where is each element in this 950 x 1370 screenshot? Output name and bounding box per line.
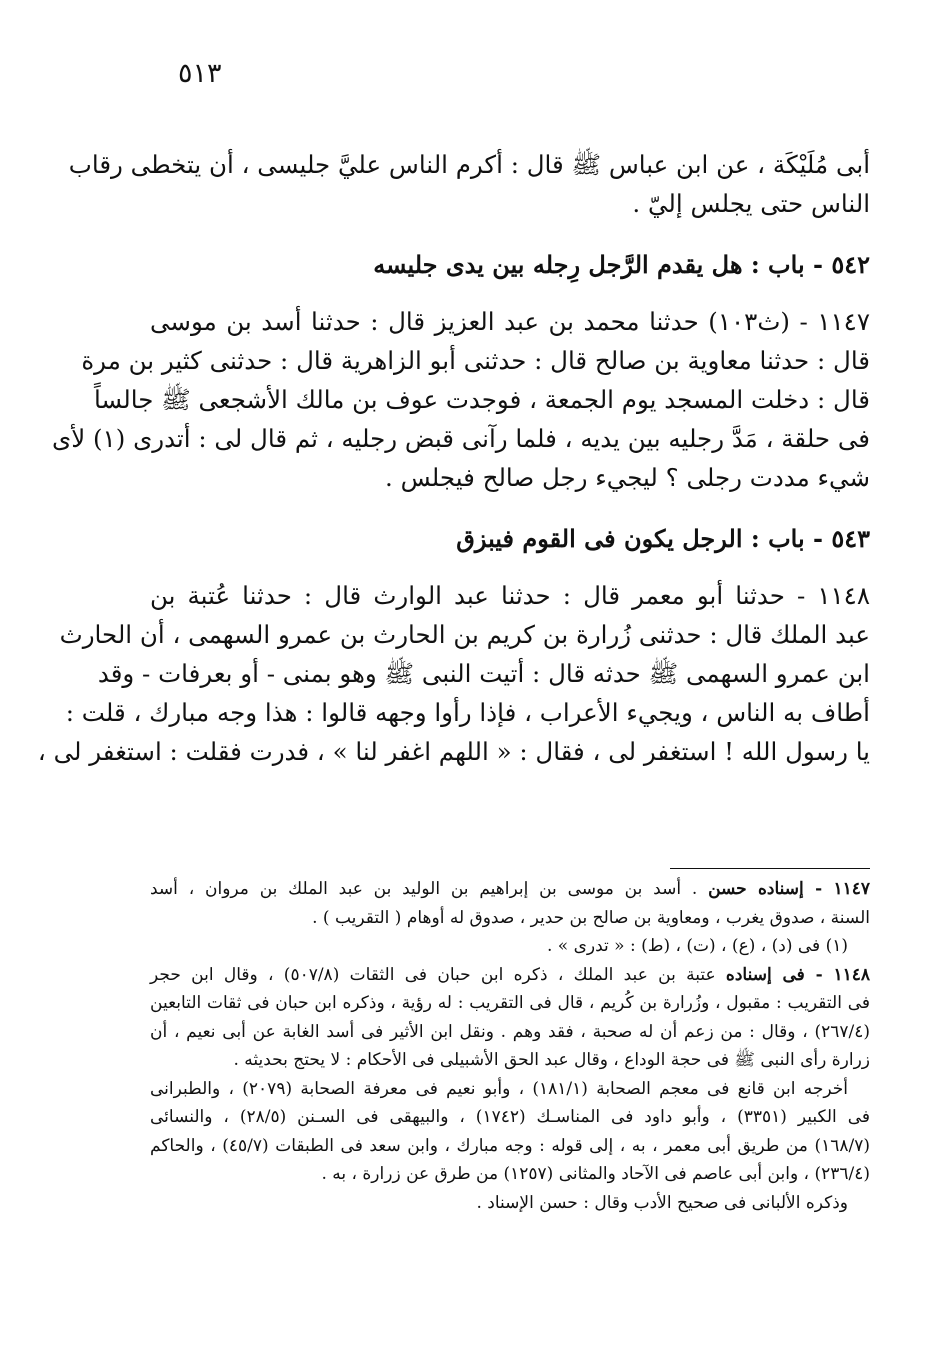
text-line: وذكره الألبانى فى صحيح الأدب وقال : حسن الإسناد . — [476, 1192, 848, 1213]
text-line: فى الكبير (٣٣٥١) ، وأبو داود فى المناسـك (١٧٤٢) ، والبيهقى فى السـنن (٢٨/٥) ، والنسائى — [150, 1107, 870, 1127]
chapter-heading-543: ٥٤٣ - باب : الرجل يكون فى القوم فيبزق — [456, 524, 870, 553]
footnote-1 — [150, 932, 870, 961]
text-line: عبد الملك قال : حدثنى زُرارة بن كريم بن الحارث بن عمرو السهمى ، أن الحارث — [59, 620, 870, 649]
text-line: فى التقريب : مقبول ، وزُرارة بن كُريم ، قال فى التقريب : له رؤية ، وذكره ابن حبان فى ثقات التابعين — [150, 993, 870, 1013]
text-line: عتبة بن عبد الملك ، ذكره ابن حبان فى الثقات (٥٠٧/٨) ، وقال ابن حجر — [150, 964, 716, 985]
footnote-1148 — [150, 961, 870, 1075]
main-text — [37, 145, 870, 771]
text-line: (٢٣٦/٤) ، وابن أبى عاصم فى الآحاد والمثانى (١٢٥٧) من طرق عن زرارة ، به . — [321, 1164, 870, 1184]
hadith-1148 — [37, 576, 870, 771]
footnote-albani — [150, 1189, 870, 1218]
opening-paragraph — [68, 145, 870, 223]
footnotes — [150, 875, 870, 1217]
text-line: الناس حتى يجلس إليّ . — [632, 189, 870, 218]
footnote-separator — [670, 868, 870, 869]
text-line: أخرجه ابن قانع فى معجم الصحابة (١٨١/١) ، وأبو نعيم فى معرفة الصحابة (٢٠٧٩) ، والطبرانى — [150, 1078, 848, 1099]
text-line: ابن عمرو السهمى ﷺ حدثه قال : أتيت النبى ﷺ وهو بمنى - أو بعرفات - وقد — [97, 659, 870, 688]
text-line: قال : دخلت المسجد يوم الجمعة ، فوجدت عوف بن مالك الأشجعى ﷺ جالساً — [93, 385, 870, 414]
text-line: قال : حدثنا معاوية بن صالح قال : حدثنى أبو الزاهرية قال : حدثنى كثير بن مرة — [81, 346, 870, 375]
text-line: شيء مددت رجلى ؟ ليجيء رجل صالح فيجلس . — [385, 463, 870, 492]
chapter-heading-542: ٥٤٢ - باب : هل يقدم الرَّجل رِجله بين يدى جليسه — [373, 250, 870, 279]
footnote-1147 — [150, 875, 870, 932]
text-line: . أسد بن موسى بن إبراهيم بن الوليد بن عبد الملك بن مروان ، أسد — [150, 879, 698, 899]
text-line: السنة ، صدوق يغرب ، ومعاوية بن صالح بن حدير ، صدوق له أوهام ( التقريب ) . — [312, 907, 870, 928]
page-number: ٥١٣ — [178, 58, 222, 89]
text-line: أبى مُلَيْكَة ، عن ابن عباس ﷺ قال : أكرم الناس عليَّ جليسى ، أن يتخطى رقاب — [68, 150, 870, 179]
text-line: (١) فى (د) ، (ع) ، (ت) ، (ط) : « تدرى » . — [546, 936, 848, 956]
footnote-takhrij — [150, 1075, 870, 1189]
text-line: أطاف به الناس ، ويجيء الأعراب ، فإذا رأوا وجهه قالوا : هذا وجه مبارك ، قلت : — [65, 698, 870, 727]
hadith-1147 — [52, 302, 870, 497]
footnote-label: ١١٤٧ - إسناده حسن — [708, 879, 870, 899]
text-line: (٢٦٧/٤) ، وقال : من زعم أن له صحبة ، فقد وهم . ونقل ابن الأثير فى أسد الغابة عن أبى نعيم ، أن — [150, 1021, 870, 1042]
text-line: يا رسول الله ! استغفر لى ، فقال : « اللهم اغفر لنا » ، فدرت فقلت : استغفر لى ، — [37, 737, 870, 766]
text-line: ١١٤٧ - (ث١٠٣) حدثنا محمد بن عبد العزيز قال : حدثنا أسد بن موسى — [150, 307, 870, 336]
text-line: ١١٤٨ - حدثنا أبو معمر قال : حدثنا عبد الوارث قال : حدثنا عُتبة بن — [150, 581, 870, 610]
text-line: زرارة رأى النبى ﷺ فى حجة الوداع ، وقال عبد الحق الأشبيلى فى الأحكام : لا يحتج بحديثه . — [233, 1050, 870, 1070]
footnote-label: ١١٤٨ - فى إسناده — [725, 964, 870, 985]
text-line: (١٦٨/٧) من طريق أبى معمر ، به ، إلى قوله : وجه مبارك ، وابن سعد فى الطبقات (٤٥/٧) ، والحاكم — [150, 1135, 870, 1156]
text-line: فى حلقة ، مَدَّ رجليه بين يديه ، فلما رآنى قبض رجليه ، ثم قال لى : أتدرى (١) لأى — [52, 424, 870, 453]
